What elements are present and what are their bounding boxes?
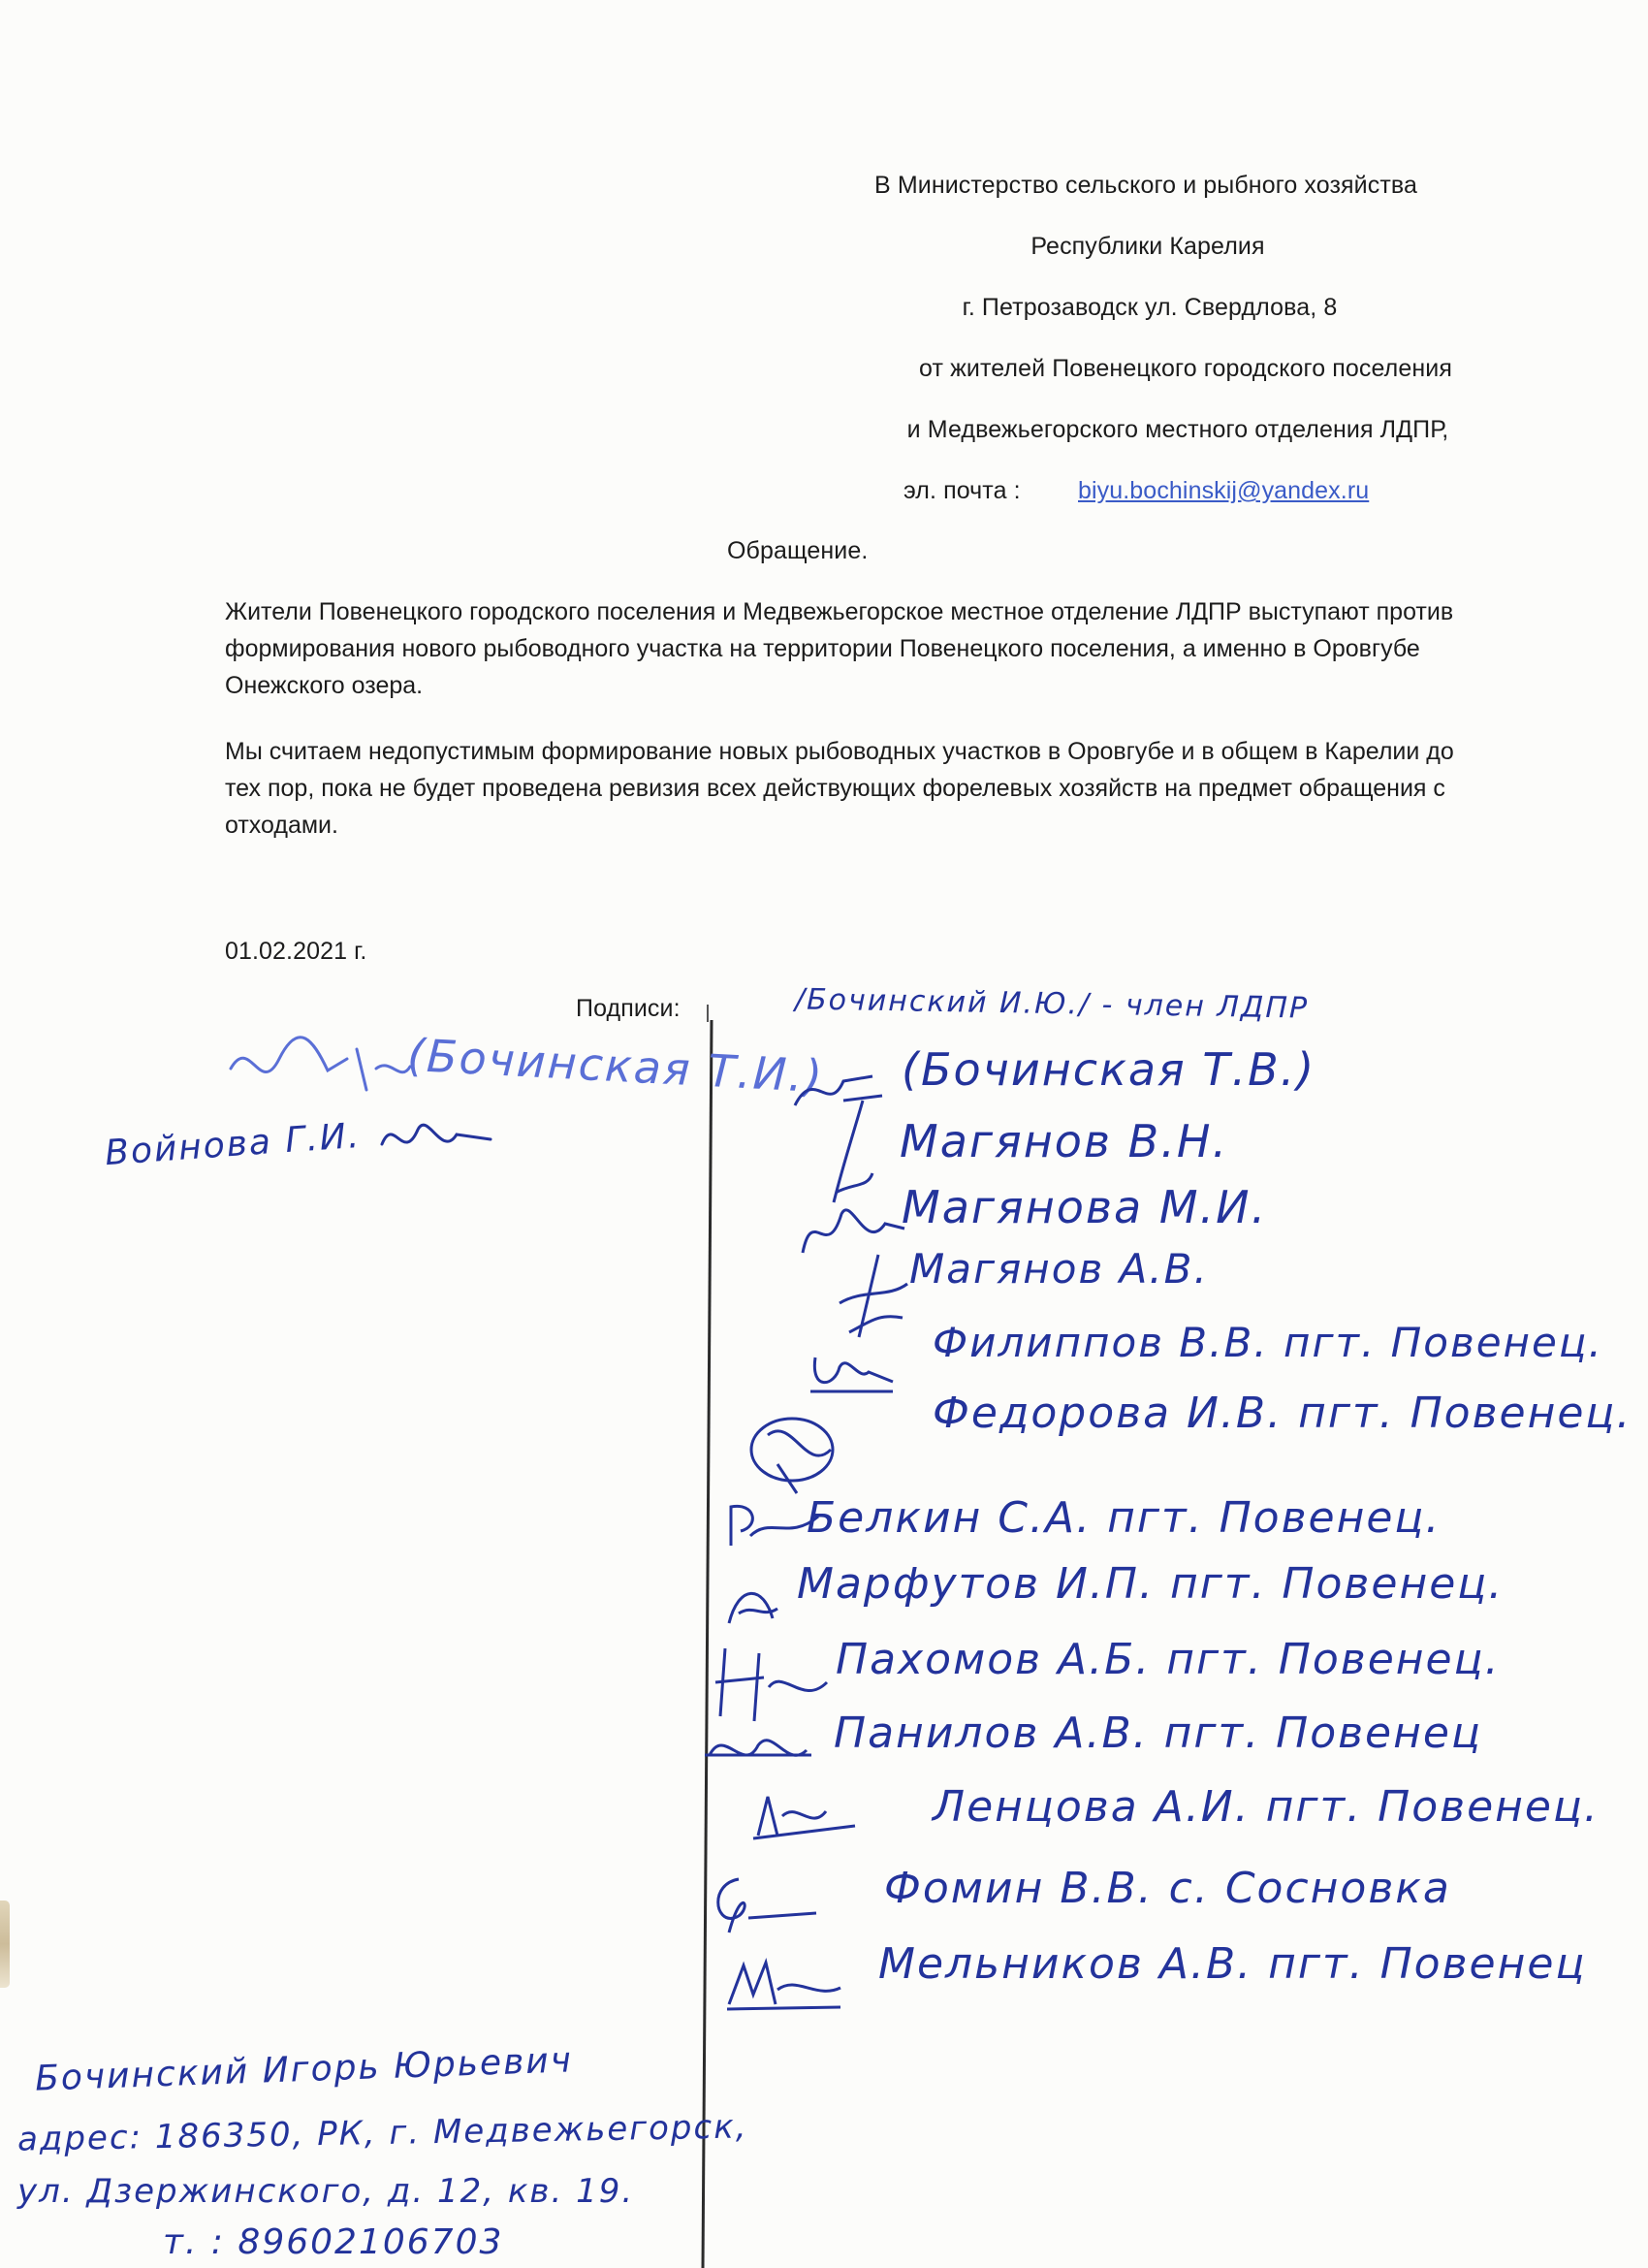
header-sender-line-1: от жителей Повенецкого городского поселения [919, 355, 1452, 382]
signature-scribble-icon [374, 1105, 500, 1173]
signature-scribble-icon [820, 1245, 917, 1352]
signature-scribble-icon [700, 1869, 826, 1947]
body-paragraph-2: Мы считаем недопустимым формирование новых рыбоводных участков в Оровгубе и в общем в Карелии до тех пор, пока не будет проведена ревизия всех действующих форелевых хозяйств на предмет обращения с отходами. [225, 738, 1454, 839]
signature-row-7: Федорова И.В. пгт. Повенец. [933, 1389, 1632, 1438]
signature-row-2: (Бочинская Т.В.) [902, 1043, 1316, 1096]
signature-row-4: Магянова М.И. [902, 1181, 1268, 1233]
signature-row-13: Фомин В.В. с. Сосновка [884, 1864, 1451, 1913]
contact-name: Бочинский Игорь Юрьевич [34, 2040, 574, 2099]
scan-edge-mark [0, 1901, 10, 1988]
contact-address-line-2: ул. Дзержинского, д. 12, кв. 19. [17, 2172, 635, 2211]
header-sender-line-2: и Медвежьегорского местного отделения ЛДПР, [906, 416, 1449, 443]
left-signature-1: (Бочинская Т.И.) [405, 1028, 826, 1103]
left-signature-2: Войнова Г.И. [103, 1115, 363, 1174]
header-recipient-line-2: Республики Карелия [1030, 233, 1265, 260]
signature-scribble-icon [706, 1639, 832, 1726]
signature-row-3: Магянов В.Н. [900, 1115, 1229, 1167]
body-paragraph-1: Жители Повенецкого городского поселения и Медвежьегорское местное отделение ЛДПР выступают против формирования нового рыбоводного участка на территории Повенецкого поселения, а именно в Оровгубе Онежского озера. [225, 598, 1454, 699]
signature-row-10: Пахомов А.Б. пгт. Повенец. [836, 1635, 1501, 1684]
contact-phone: т. : 89602106703 [163, 2222, 504, 2262]
signature-row-5: Магянов А.В. [909, 1245, 1209, 1293]
signature-row-12: Ленцова А.И. пгт. Повенец. [933, 1782, 1600, 1832]
signature-row-8: Белкин С.А. пгт. Повенец. [807, 1493, 1442, 1543]
signature-row-1: /Бочинский И.Ю./ - член ЛДПР [794, 982, 1310, 1026]
document-title: Обращение. [727, 537, 869, 564]
email-link[interactable]: biyu.bochinskij@yandex.ru [1078, 477, 1370, 504]
signature-scribble-icon [719, 1575, 787, 1633]
signature-row-11: Панилов А.В. пгт. Повенец [834, 1709, 1482, 1758]
email-label: эл. почта : [903, 477, 1021, 504]
signature-row-6: Филиппов В.В. пгт. Повенец. [933, 1319, 1603, 1366]
header-address: г. Петрозаводск ул. Свердлова, 8 [962, 294, 1338, 321]
signature-scribble-icon [719, 1951, 845, 2019]
signature-scribble-icon [221, 1030, 415, 1107]
signature-scribble-icon [700, 1716, 816, 1784]
signature-scribble-icon [739, 1782, 865, 1850]
document-date: 01.02.2021 г. [225, 938, 367, 965]
signature-row-14: Мельников А.В. пгт. Повенец [878, 1939, 1587, 1989]
header-recipient-line-1: В Министерство сельского и рыбного хозяйства [874, 172, 1417, 199]
signature-row-9: Марфутов И.П. пгт. Повенец. [797, 1559, 1505, 1609]
contact-address-line-1: адрес: 186350, РК, г. Медвежьегорск, [16, 2107, 748, 2159]
signature-divider-top [707, 1005, 709, 1022]
signature-scribble-icon [739, 1396, 855, 1503]
signatures-label: Подписи: [576, 995, 681, 1022]
